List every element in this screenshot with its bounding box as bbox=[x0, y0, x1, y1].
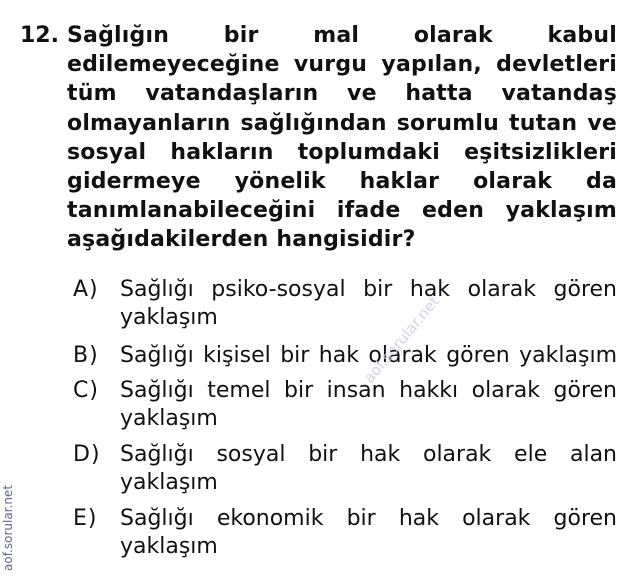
option-letter: C) bbox=[73, 378, 99, 403]
option-text: Sağlığı sosyal bir hak olarak ele alan yaklaşım bbox=[120, 442, 617, 495]
option-letter: A) bbox=[73, 277, 99, 302]
option-text: Sağlığı ekonomik bir hak olarak gören yaklaşım bbox=[120, 506, 617, 559]
option-text: Sağlığı psiko-sosyal bir hak olarak gören yaklaşım bbox=[120, 277, 617, 330]
question-text: Sağlığın bir mal olarak kabul edilemeyeceğine vurgu yapılan, devletleri tüm vatandaşların ve hatta vatandaş olmayanların sağlığından sorumlu tutan ve sosyal hakların toplumdaki eşitsizlikleri gidermeye yönelik haklar olarak da tanımlanabileceğini ifade eden yaklaşım aşağıdakilerden hangisidir? bbox=[67, 23, 617, 253]
option-letter: D) bbox=[73, 442, 101, 467]
option-letter: E) bbox=[73, 506, 98, 531]
question-number: 12. bbox=[20, 23, 59, 48]
side-watermark: aof.sorular.net bbox=[1, 484, 15, 571]
option-text: Sağlığı temel bir insan hakkı olarak gören yaklaşım bbox=[120, 378, 617, 431]
center-watermark: aof.sorular.net bbox=[360, 292, 443, 387]
option-text: Sağlığı kişisel bir hak olarak gören yaklaşım bbox=[120, 343, 617, 368]
option-letter: B) bbox=[73, 343, 99, 368]
